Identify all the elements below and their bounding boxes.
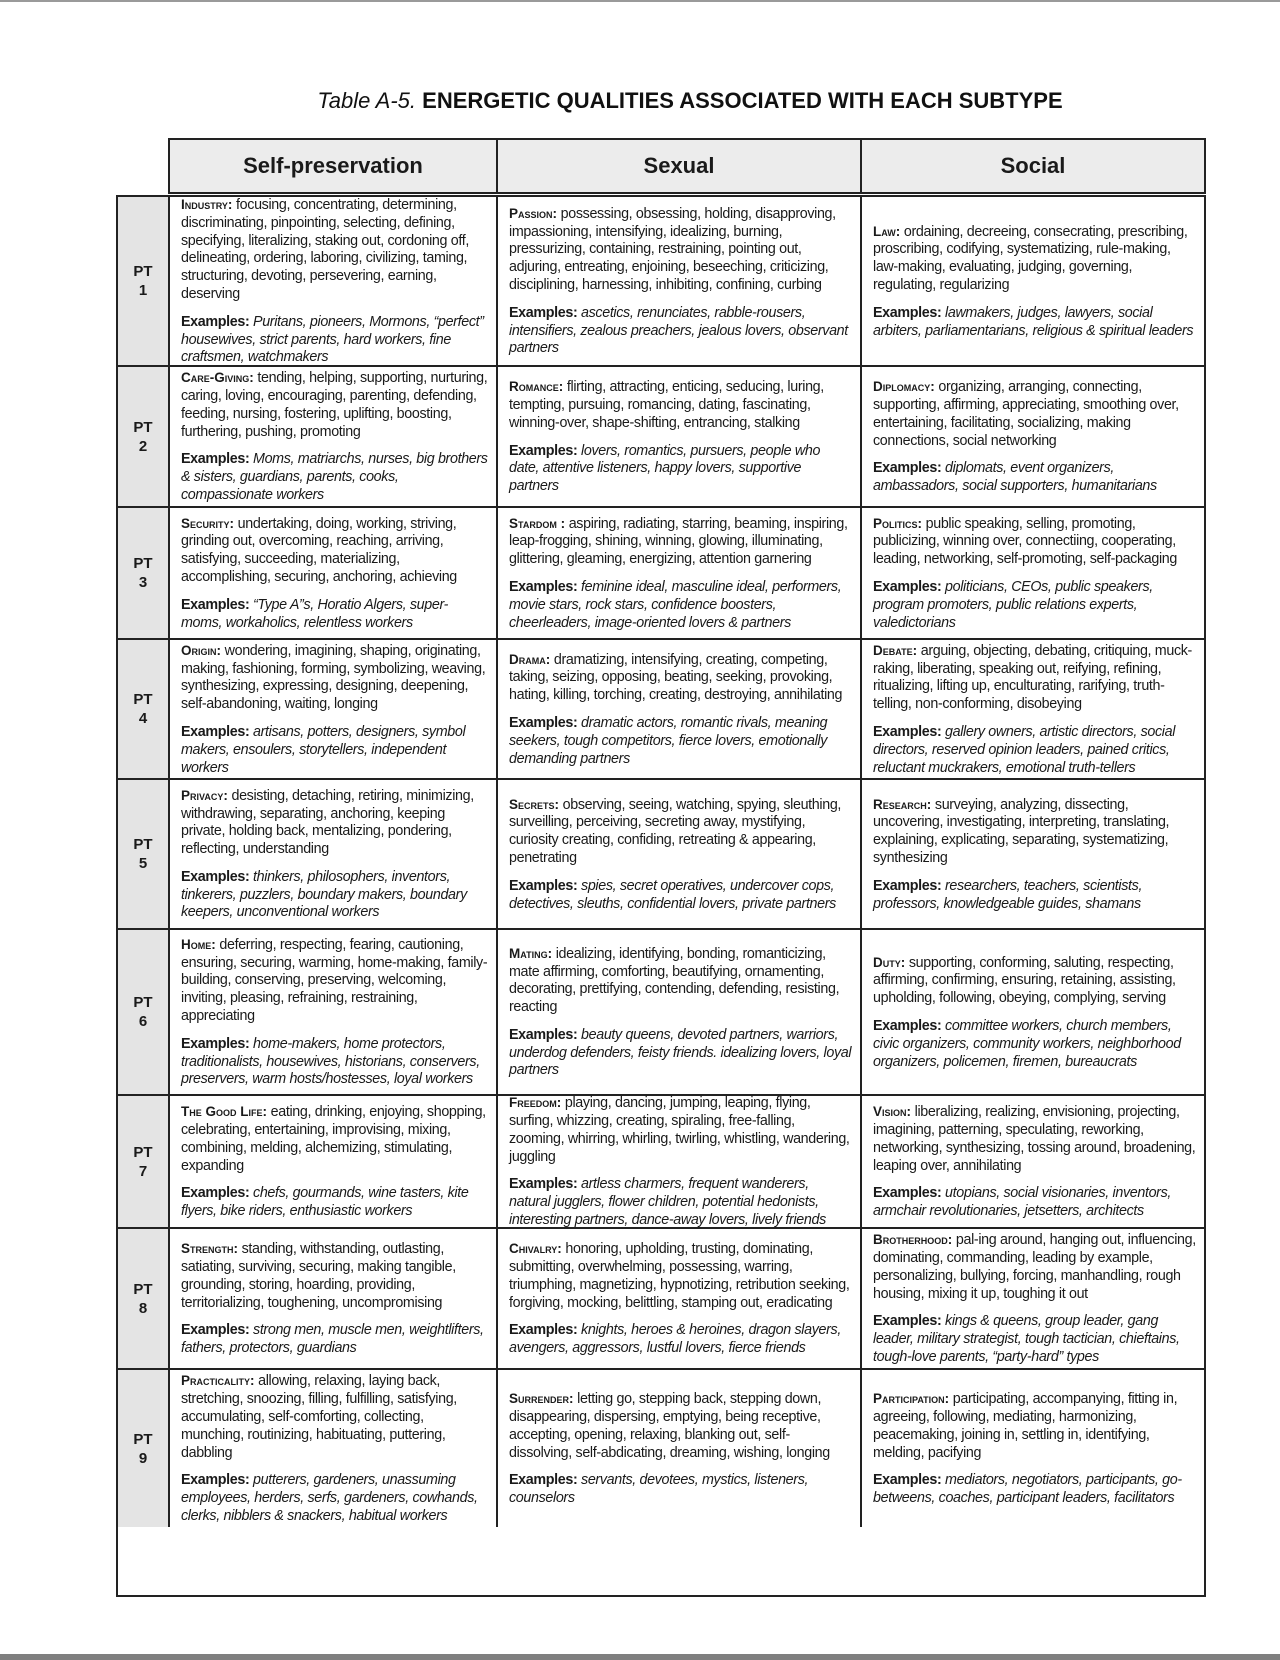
examples-text: Examples: feminine ideal, masculine ideal, performers, movie stars, rock stars, confidence boosters, cheerleaders, image-oriented lovers & partners [509,579,842,631]
qualities-text [873,954,1196,1008]
qualities-list: ordaining, decreeing, consecrating, prescribing, proscribing, codifying, systematizing, rule-making, law-making, evaluating, judging, governing, regulating, regularizing [873,223,1188,293]
pt-label-cell [118,930,170,1094]
examples-list: lovers, romantics, pursuers, people who date, attentive listeners, happy lovers, supportive partners [509,442,821,495]
table-row-pt-4 [118,640,1204,780]
examples-label: Examples [181,1185,245,1202]
qualities-text [873,642,1196,714]
subtype-keyword: Stardom : [509,515,566,531]
cell-social [862,1229,1204,1368]
qualities-text [181,196,488,304]
column-header-social: Social [1000,153,1066,178]
qualities-list: standing, withstanding, outlasting, satiating, surviving, securing, making tangible, grounding, storing, hoarding, providing, territorializing, toughening, uncompromising [181,1241,456,1311]
cell-sexual [498,930,862,1094]
table-row-pt-5 [118,780,1204,930]
examples-list: artless charmers, frequent wanderers, natural jugglers, flower children, potential hedonists, interesting partners, dance-away lovers, lively friends [509,1176,826,1228]
qualities-list: aspiring, radiating, starring, beaming, inspiring, leap-frogging, shining, winning, glowing, illuminating, glittering, gleaming, energizing, attention garnering [509,515,848,568]
qualities-list: wondering, imagining, shaping, originating, making, fashioning, forming, symbolizing, weaving, synthesizing, expressing, designing, deepening, self-abandoning, waiting, longing [181,642,486,713]
qualities-text [181,515,488,587]
examples-list: strong men, muscle men, weightlifters, fathers, protectors, guardians [181,1322,484,1357]
column-header-row [168,138,1206,194]
cell-sexual [498,780,862,928]
cell-sexual [498,640,862,778]
qualities-text [509,378,852,432]
table-row-pt-3 [118,508,1204,640]
subtype-table [116,195,1206,1597]
examples-text: Examples: committee workers, church members, civic organizers, community workers, neighborhood organizers, policemen, firemen, bureaucrats [873,1018,1181,1070]
cell-self-preservation [170,367,498,506]
examples-text: Examples: knights, heroes & heroines, dragon slayers, avengers, aggressors, lustful lovers, fierce friends [509,1322,841,1357]
examples-list: utopians, social visionaries, inventors, armchair revolutionaries, jetsetters, architects [873,1185,1172,1220]
qualities-list: honoring, upholding, trusting, dominating, submitting, overwhelming, possessing, warring, triumphing, magnetizing, hypnotizing, retribution seeking, forgiving, mocking, belittling, stamping out, eradicating [509,1241,850,1311]
table-row-pt-1 [118,197,1204,367]
qualities-list: flirting, attracting, enticing, seducing, luring, tempting, pursuing, romancing, dating, fascinating, winning-over, shape-shifting, entrancing, stalking [509,379,824,431]
cell-social [862,508,1204,638]
pt-number: 2 [138,437,148,455]
pt-number: 8 [138,1299,148,1317]
subtype-keyword: Freedom: [509,1095,562,1111]
examples-label: Examples [181,868,245,885]
cell-self-preservation [170,930,498,1094]
qualities-list: possessing, obsessing, holding, disapproving, impassioning, intensifying, idealizing, burning, pressurizing, containing, restraining, pointing out, adjuring, entreating, enjoining, beseeching, criticizing, disciplining, harnessing, inhibiting, confining, curbing [509,205,836,293]
subtype-keyword: Romance: [509,379,564,395]
qualities-list: participating, accompanying, fitting in, agreeing, following, mediating, harmonizing, peacemaking, joining in, settling in, identifying, melding, pacifying [873,1391,1178,1461]
subtype-keyword: Security: [181,515,235,531]
qualities-text [509,205,852,295]
qualities-text [181,1103,488,1175]
examples-text: Examples: “Type A”s, Horatio Algers, super-moms, workaholics, relentless workers [181,596,449,631]
qualities-list: organizing, arranging, connecting, supporting, affirming, appreciating, smoothing over, entertaining, facilitating, socializing, making connections, social networking [873,379,1179,449]
examples-list: spies, secret operatives, undercover cops, detectives, sleuths, confidential lovers, private partners [509,877,836,912]
examples-text: Examples: artless charmers, frequent wanderers, natural jugglers, flower children, potential hedonists, interesting partners, dance-away lovers, lively friends [509,1176,826,1228]
subtype-keyword: Drama: [509,651,551,667]
cell-self-preservation [170,780,498,928]
examples-label: Examples [181,1322,245,1339]
qualities-text [181,787,488,859]
examples-text: Examples: lovers, romantics, pursuers, people who date, attentive listeners, happy lovers, supportive partners [509,442,821,495]
examples-label: Examples [181,1472,245,1489]
qualities-list: desisting, detaching, retiring, minimizing, withdrawing, separating, anchoring, keeping private, holding back, mentalizing, pondering, reflecting, understanding [181,787,474,858]
examples-text: Examples: diplomats, event organizers, ambassadors, social supporters, humanitarians [873,460,1157,495]
column-header-sexual: Sexual [498,140,862,192]
subtype-keyword: Industry: [181,196,233,212]
qualities-list: surveying, analyzing, dissecting, uncovering, investigating, interpreting, translating, explaining, explicating, separating, systematizing, synthesizing [873,796,1170,866]
qualities-text [509,1094,852,1166]
subtype-keyword: Surrender: [509,1391,574,1407]
qualities-text [509,1240,852,1312]
examples-text: Examples: beauty queens, devoted partners, warriors, underdog defenders, feisty friends. idealizing lovers, loyal partners [509,1026,852,1079]
pt-number: 3 [138,574,148,591]
pt-number: 7 [138,1162,148,1180]
pt-number: 5 [138,855,148,872]
qualities-list: arguing, objecting, debating, critiquing, muck-raking, liberating, speaking out, reifying, refining, ritualizing, lifting up, enculturating, rarifying, truth-telling, non-conforming, disobeying [873,642,1192,713]
examples-text: Examples: artisans, potters, designers, symbol makers, ensoulers, storytellers, independent workers [181,723,466,776]
qualities-text [873,378,1196,450]
pt-label: PT [133,418,153,436]
qualities-list: public speaking, selling, promoting, publicizing, winning over, connectiing, cooperating, leading, networking, self-promoting, self-packaging [873,515,1178,568]
cell-sexual [498,1096,862,1227]
examples-list: politicians, CEOs, public speakers, program promoters, public relations experts, valedictorians [873,579,1153,631]
cell-sexual [498,1370,862,1527]
examples-label: Examples [181,596,245,613]
qualities-text [181,936,488,1026]
subtype-keyword: Research: [873,796,932,812]
table-row-pt-8 [118,1229,1204,1370]
cell-self-preservation [170,197,498,365]
pt-label-cell [118,197,170,365]
subtype-keyword: Vision: [873,1104,912,1120]
qualities-text [181,1372,488,1462]
cell-social [862,780,1204,928]
examples-label: Examples [509,304,573,321]
cell-sexual [498,197,862,365]
table-row-pt-9 [118,1370,1204,1527]
examples-list: Moms, matriarchs, nurses, big brothers & sisters, guardians, parents, cooks, compassionate workers [181,451,488,503]
examples-text: Examples: politicians, CEOs, public speakers, program promoters, public relations experts, valedictorians [873,579,1153,631]
examples-label: Examples [873,579,937,595]
cell-social [862,367,1204,506]
examples-text: Examples: utopians, social visionaries, inventors, armchair revolutionaries, jetsetters, architects [873,1185,1172,1220]
examples-label: Examples [873,460,937,477]
subtype-keyword: Diplomacy: [873,379,935,395]
examples-label: Examples [509,877,573,894]
examples-text: Examples: servants, devotees, mystics, listeners, counselors [509,1472,809,1507]
examples-text: Examples: home-makers, home protectors, traditionalists, housewives, historians, conservers, preservers, warm hosts/hostesses, loyal workers [181,1035,480,1088]
examples-label: Examples [509,1176,573,1193]
qualities-text [873,796,1196,868]
bottom-rule [0,1654,1280,1660]
examples-list: ascetics, renunciates, rabble-rousers, intensifiers, zealous preachers, jealous lovers, observant partners [509,304,848,357]
subtype-keyword: Participation: [873,1391,950,1407]
examples-text: Examples: strong men, muscle men, weightlifters, fathers, protectors, guardians [181,1322,484,1357]
cell-social [862,1096,1204,1227]
pt-label-cell [118,508,170,638]
examples-list: Puritans, pioneers, Mormons, “perfect” housewives, strict parents, hard workers, fine craftsmen, watchmakers [181,313,484,366]
qualities-list: liberalizing, realizing, envisioning, projecting, imagining, patterning, speculating, reworking, networking, synthesizing, tossing around, broadening, leaping over, annihilating [873,1104,1196,1174]
cell-self-preservation [170,1370,498,1527]
qualities-text [181,1240,488,1312]
qualities-text [873,223,1196,295]
pt-number: 4 [138,710,148,727]
table-title [0,88,1280,114]
examples-label: Examples [509,715,573,731]
table-title-main: ENERGETIC QUALITIES ASSOCIATED WITH EACH SUBTYPE [422,88,1063,113]
examples-list: kings & queens, group leader, gang leader, military strategist, tough tactician, chieftains, tough-love parents, “party-hard” types [873,1313,1180,1365]
examples-text: Examples: mediators, negotiators, participants, go-betweens, coaches, participant leaders, facilitators [873,1472,1182,1507]
examples-label: Examples [181,723,245,740]
examples-label: Examples [873,877,937,894]
table-row-pt-7 [118,1096,1204,1229]
qualities-text [509,945,852,1017]
subtype-keyword: Politics: [873,515,922,531]
qualities-text [873,1103,1196,1175]
examples-label: Examples [509,442,573,459]
examples-label: Examples [509,1472,573,1489]
cell-self-preservation [170,508,498,638]
examples-list: lawmakers, judges, lawyers, social arbiters, parliamentarians, religious & spiritual leaders [873,304,1194,339]
qualities-list: observing, seeing, watching, spying, sleuthing, surveilling, perceiving, secreting away, mystifying, curiosity creating, confiding, retreating & appearing, penetrating [509,796,842,866]
examples-label: Examples [509,1322,573,1339]
examples-label: Examples [181,451,245,468]
cell-social [862,640,1204,778]
pt-number: 9 [138,1449,148,1467]
qualities-text [509,1390,852,1462]
qualities-list: undertaking, doing, working, striving, grinding out, overcoming, reaching, arriving, satisfying, succeeding, materializing, accomplishing, securing, anchoring, achieving [181,515,457,585]
examples-text: Examples: spies, secret operatives, undercover cops, detectives, sleuths, confidential lovers, private partners [509,877,836,912]
examples-list: dramatic actors, romantic rivals, meaning seekers, tough competitors, fierce lovers, emotionally demanding partners [509,715,828,767]
examples-text: Examples: thinkers, philosophers, inventors, tinkerers, puzzlers, boundary makers, boundary keepers, unconventional workers [181,868,467,921]
examples-label: Examples [509,579,573,595]
examples-list: artisans, potters, designers, symbol makers, ensoulers, storytellers, independent workers [181,723,466,776]
examples-text: Examples: chefs, gourmands, wine tasters, kite flyers, bike riders, enthusiastic workers [181,1185,469,1220]
examples-text: Examples: ascetics, renunciates, rabble-rousers, intensifiers, zealous preachers, jealous lovers, observant partners [509,304,848,357]
qualities-text [873,1231,1196,1303]
examples-list: thinkers, philosophers, inventors, tinkerers, puzzlers, boundary makers, boundary keepers, unconventional workers [181,868,467,921]
pt-number: 1 [138,282,148,299]
pt-label-cell [118,1370,170,1527]
subtype-keyword: Brotherhood: [873,1232,953,1248]
qualities-list: deferring, respecting, fearing, cautioning, ensuring, securing, warming, home-making, family-building, conserving, preserving, welcoming, inviting, pleasing, refraining, restraining, appreciating [181,936,488,1024]
examples-list: putterers, gardeners, unassuming employees, herders, serfs, gardeners, cowhands, clerks, nibblers & snackers, habitual workers [181,1472,478,1524]
cell-social [862,197,1204,365]
pt-label: PT [133,691,153,708]
qualities-text [181,369,488,441]
table-row-pt-2 [118,367,1204,508]
pt-label: PT [133,555,153,572]
examples-text: Examples: lawmakers, judges, lawyers, social arbiters, parliamentarians, religious & spiritual leaders [873,304,1194,339]
subtype-keyword: Secrets: [509,796,560,812]
subtype-keyword: The Good Life: [181,1104,267,1120]
subtype-keyword: Passion: [509,205,558,221]
qualities-list: focusing, concentrating, determining, discriminating, pinpointing, selecting, defining, specifying, literalizing, staking out, cordoning off, delineating, ordering, laboring, civilizing, taming, structuring, devoting, persevering, earning, deserving [181,196,469,302]
examples-label: Examples [873,723,937,740]
examples-label: Examples [509,1026,573,1043]
qualities-text [509,796,852,868]
qualities-list: supporting, conforming, saluting, respecting, affirming, confirming, ensuring, retaining, assisting, upholding, following, obeying, complying, serving [873,954,1176,1007]
pt-label: PT [133,1430,153,1448]
examples-label: Examples [181,1035,245,1052]
table-row-pt-6 [118,930,1204,1096]
qualities-list: allowing, relaxing, laying back, stretching, snoozing, filling, fulfilling, satisfying, accumulating, self-comforting, collecting, munching, routinizing, habituating, puttering, dabbling [181,1373,457,1461]
examples-list: feminine ideal, masculine ideal, performers, movie stars, rock stars, confidence boosters, cheerleaders, image-oriented lovers & partners [509,579,842,631]
pt-label-cell [118,640,170,778]
examples-label: Examples [873,1472,937,1489]
examples-text: Examples: Moms, matriarchs, nurses, big brothers & sisters, guardians, parents, cooks, compassionate workers [181,451,488,503]
examples-label: Examples [873,1185,937,1202]
examples-label: Examples [873,1313,937,1330]
subtype-keyword: Mating: [509,945,553,961]
examples-list: mediators, negotiators, participants, go-betweens, coaches, participant leaders, facilitators [873,1472,1182,1507]
qualities-list: playing, dancing, jumping, leaping, flying, surfing, whizzing, creating, spiraling, free-falling, zooming, whirring, whirling, twirling, whistling, wandering, juggling [509,1095,850,1165]
pt-number: 6 [138,1013,148,1030]
pt-label-cell [118,1229,170,1368]
cell-sexual [498,1229,862,1368]
examples-text: Examples: Puritans, pioneers, Mormons, “perfect” housewives, strict parents, hard workers, fine craftsmen, watchmakers [181,313,484,366]
examples-list: knights, heroes & heroines, dragon slayers, avengers, aggressors, lustful lovers, fierce friends [509,1322,841,1357]
pt-label-cell [118,1096,170,1227]
examples-label: Examples [181,313,245,330]
qualities-text [509,651,852,705]
qualities-list: dramatizing, intensifying, creating, competing, taking, seizing, opposing, beating, seeking, provoking, hating, killing, torching, creating, destroying, annihilating [509,651,843,704]
examples-label: Examples [873,1018,937,1034]
pt-label-cell [118,780,170,928]
pt-label: PT [133,836,153,853]
qualities-list: tending, helping, supporting, nurturing, caring, loving, encouraging, parenting, defending, feeding, nursing, fostering, uplifting, boosting, furthering, pushing, promoting [181,370,488,440]
examples-list: servants, devotees, mystics, listeners, counselors [509,1472,809,1507]
subtype-keyword: Law: [873,223,901,239]
cell-self-preservation [170,1096,498,1227]
cell-social [862,930,1204,1094]
qualities-list: letting go, stepping back, stepping down, disappearing, dispersing, emptying, being receptive, accepting, opening, relaxing, blanking out, self-dissolving, self-abdicating, dreaming, wishing, longing [509,1391,830,1461]
qualities-list: idealizing, identifying, bonding, romanticizing, mate affirming, comforting, beautifying, ornamenting, decorating, prettifying, contending, defending, resisting, reacting [509,945,840,1016]
examples-text: Examples: putterers, gardeners, unassuming employees, herders, serfs, gardeners, cowhands, clerks, nibblers & snackers, habitual workers [181,1472,478,1524]
subtype-keyword: Privacy: [181,787,228,803]
pt-label: PT [133,1143,153,1161]
subtype-keyword: Chivalry: [509,1241,562,1257]
examples-list: home-makers, home protectors, traditionalists, housewives, historians, conservers, preservers, warm hosts/hostesses, loyal workers [181,1035,480,1088]
pt-label-cell [118,367,170,506]
examples-list: committee workers, church members, civic organizers, community workers, neighborhood organizers, policemen, firemen, bureaucrats [873,1018,1181,1070]
subtype-keyword: Practicality: [181,1373,255,1389]
examples-label: Examples [873,304,937,321]
examples-text: Examples: gallery owners, artistic directors, social directors, reserved opinion leaders, pained critics, reluctant muckrakers, emotional truth-tellers [873,723,1176,776]
subtype-keyword: Strength: [181,1241,238,1257]
qualities-list: eating, drinking, enjoying, shopping, celebrating, entertaining, improvising, mixing, combining, melding, alchemizing, stimulating, expanding [181,1104,486,1174]
examples-text: Examples: researchers, teachers, scientists, professors, knowledgeable guides, shamans [873,877,1143,912]
examples-text: Examples: kings & queens, group leader, gang leader, military strategist, tough tactician, chieftains, tough-love parents, “party-hard” types [873,1313,1180,1365]
cell-self-preservation [170,640,498,778]
subtype-keyword: Debate: [873,642,918,658]
qualities-text [873,1390,1196,1462]
pt-label: PT [133,263,153,280]
qualities-text [181,642,488,714]
subtype-keyword: Duty: [873,954,906,970]
examples-list: “Type A”s, Horatio Algers, super-moms, workaholics, relentless workers [181,596,449,631]
examples-text: Examples: dramatic actors, romantic rivals, meaning seekers, tough competitors, fierce lovers, emotionally demanding partners [509,715,828,767]
cell-social [862,1370,1204,1527]
examples-list: diplomats, event organizers, ambassadors, social supporters, humanitarians [873,460,1157,495]
examples-list: gallery owners, artistic directors, social directors, reserved opinion leaders, pained critics, reluctant muckrakers, emotional truth-tellers [873,723,1176,776]
cell-self-preservation [170,1229,498,1368]
cell-sexual [498,508,862,638]
column-header-self-preservation: Self-preservation [170,140,498,192]
top-rule [0,0,1280,2]
qualities-text [873,515,1196,569]
subtype-keyword: Home: [181,936,216,952]
cell-sexual [498,367,862,506]
table-title-prefix: Table A-5. [317,88,417,113]
qualities-list: pal-ing around, hanging out, influencing, dominating, commanding, leading by example, personalizing, bullying, forcing, manhandling, rough housing, mixing it up, toughing it out [873,1232,1196,1302]
subtype-keyword: Care-Giving: [181,370,254,386]
examples-list: beauty queens, devoted partners, warriors, underdog defenders, feisty friends. idealizing lovers, loyal partners [509,1026,852,1079]
pt-label: PT [133,1280,153,1298]
qualities-text [509,515,852,569]
subtype-keyword: Origin: [181,642,221,658]
examples-list: researchers, teachers, scientists, professors, knowledgeable guides, shamans [873,877,1143,912]
examples-list: chefs, gourmands, wine tasters, kite flyers, bike riders, enthusiastic workers [181,1185,469,1220]
pt-label: PT [133,994,153,1011]
